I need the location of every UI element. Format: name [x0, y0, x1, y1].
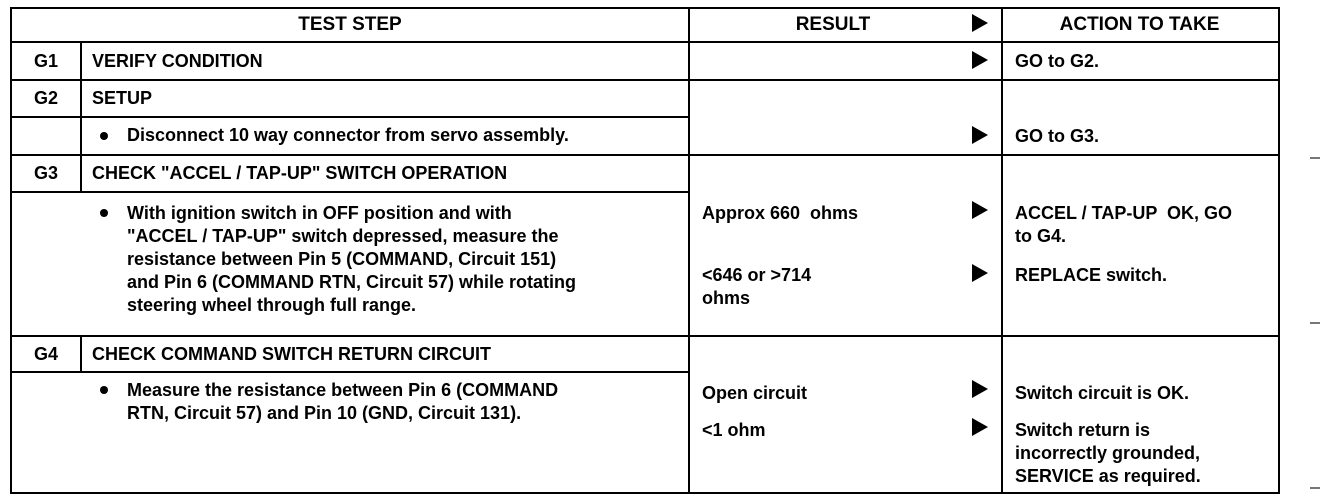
- step-detail-g3-line: steering wheel through full range.: [127, 295, 417, 315]
- action-g3-1-line: ACCEL / TAP-UP OK, GO: [1015, 203, 1233, 223]
- action-g2: GO to G3.: [1015, 126, 1100, 146]
- result-g3-2-line: <646 or >714: [702, 265, 812, 285]
- step-title-g2: SETUP: [92, 88, 153, 108]
- bullet-icon: [100, 209, 108, 217]
- margin-tick: [1310, 157, 1320, 159]
- col-rule: [1001, 9, 1003, 492]
- row-rule: [12, 371, 688, 373]
- col-rule: [80, 41, 82, 154]
- result-g4-1: Open circuit: [702, 383, 808, 403]
- step-title-g3: CHECK "ACCEL / TAP-UP" SWITCH OPERATION: [92, 163, 508, 183]
- row-rule: [12, 154, 1278, 156]
- arrow-icon: [972, 51, 988, 69]
- row-rule: [12, 79, 1278, 81]
- step-title-g4: CHECK COMMAND SWITCH RETURN CIRCUIT: [92, 344, 491, 364]
- action-g3-1-line: to G4.: [1015, 226, 1067, 246]
- row-rule: [12, 335, 1278, 337]
- action-g4-2-line: SERVICE as required.: [1015, 466, 1201, 486]
- margin-tick: [1310, 487, 1320, 489]
- action-g4-2-line: Switch return is: [1015, 420, 1151, 440]
- arrow-icon: [972, 380, 988, 398]
- step-id-g1: G1: [33, 51, 58, 71]
- step-detail-g2: Disconnect 10 way connector from servo assembly.: [127, 125, 569, 145]
- bullet-icon: [100, 132, 108, 140]
- action-g4-2-line: incorrectly grounded,: [1015, 443, 1201, 463]
- arrow-icon: [972, 264, 988, 282]
- header-action: ACTION TO TAKE: [1059, 14, 1220, 35]
- arrow-icon: [972, 14, 988, 32]
- step-detail-g4-line: Measure the resistance between Pin 6 (COMMAND: [127, 380, 559, 400]
- result-g3-1: Approx 660 ohms: [702, 203, 859, 223]
- header-result: RESULT: [795, 14, 871, 35]
- arrow-icon: [972, 418, 988, 436]
- action-g1: GO to G2.: [1015, 51, 1100, 71]
- action-g4-1: Switch circuit is OK.: [1015, 383, 1190, 403]
- col-rule: [80, 154, 82, 191]
- test-step-table: [10, 7, 1280, 494]
- step-detail-g3-line: resistance between Pin 5 (COMMAND, Circuit 151): [127, 249, 557, 269]
- step-detail-g4-line: RTN, Circuit 57) and Pin 10 (GND, Circuit 131).: [127, 403, 522, 423]
- col-rule: [80, 335, 82, 371]
- step-title-g1: VERIFY CONDITION: [92, 51, 263, 71]
- step-id-g4: G4: [33, 344, 58, 364]
- step-detail-g3-line: "ACCEL / TAP-UP" switch depressed, measure the: [127, 226, 559, 246]
- bullet-icon: [100, 386, 108, 394]
- header-rule: [12, 41, 1278, 43]
- result-g4-2: <1 ohm: [702, 420, 766, 440]
- step-id-g2: G2: [33, 88, 58, 108]
- result-g3-2-line: ohms: [702, 288, 751, 308]
- arrow-icon: [972, 201, 988, 219]
- row-rule: [12, 116, 688, 118]
- col-rule: [688, 9, 690, 492]
- step-detail-g3-line: With ignition switch in OFF position and with: [127, 203, 512, 223]
- arrow-icon: [972, 126, 988, 144]
- row-rule: [12, 191, 688, 193]
- header-test-step: TEST STEP: [298, 14, 402, 35]
- action-g3-2: REPLACE switch.: [1015, 265, 1168, 285]
- margin-tick: [1310, 322, 1320, 324]
- step-detail-g3-line: and Pin 6 (COMMAND RTN, Circuit 57) while rotating: [127, 272, 577, 292]
- step-id-g3: G3: [33, 163, 58, 183]
